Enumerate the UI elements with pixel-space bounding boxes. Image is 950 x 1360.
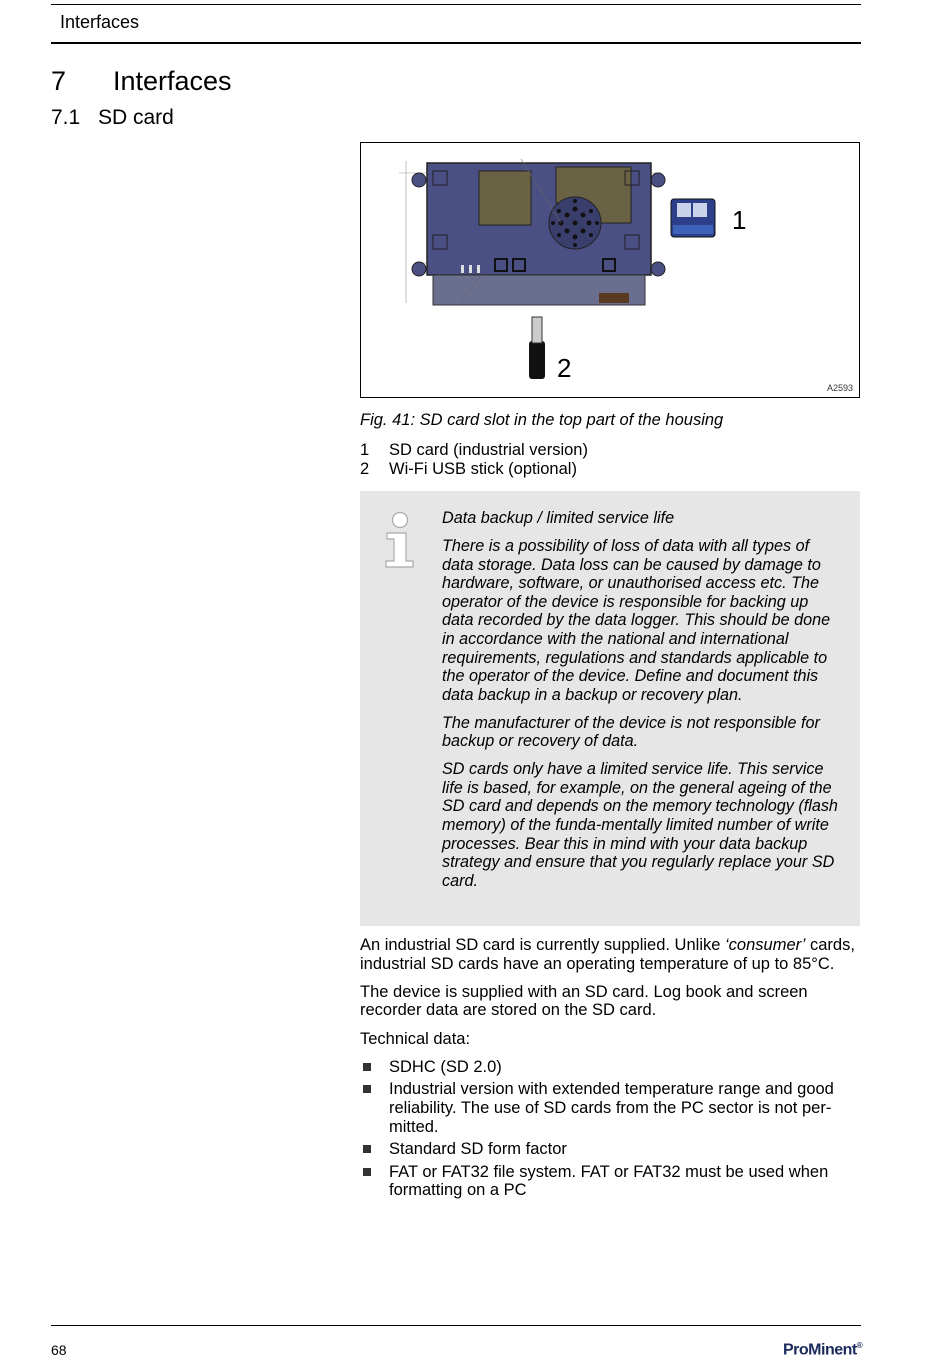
header-rule-bottom xyxy=(51,42,861,44)
note-paragraph: The manufacturer of the device is not responsible for backup or recovery of data. xyxy=(442,713,820,751)
figure-caption: Fig. 41: SD card slot in the top part of the housing xyxy=(360,411,724,429)
bullet-square-icon xyxy=(363,1085,371,1093)
note-content xyxy=(442,509,842,900)
list-item xyxy=(360,1140,860,1159)
chapter-heading xyxy=(51,66,232,97)
list-item-text: Industrial version with extended temperature range and good reliability. The use of SD cards from the PC sector is not per-mitted. xyxy=(389,1080,834,1136)
paragraph-industrial-sd xyxy=(360,936,860,973)
legend-text: SD card (industrial version) xyxy=(389,441,588,459)
emphasis-consumer: ‘consumer’ xyxy=(725,936,806,954)
list-item-text: Standard SD form factor xyxy=(389,1140,567,1159)
paragraph-text: cards, industrial SD cards have an operating temperature of up to 85°C. xyxy=(360,936,855,973)
note-paragraph: There is a possibility of loss of data with all types of data storage. Data loss can be caused by damage to hardware, software, or unauthorised access etc. The operator of the device is responsible for backing up data recorded by the data logger. This should be done in accordance with the national and international requirements, regulations and standards applicable to the operator of the device. Define and document this data backup in a backup or recovery plan. xyxy=(442,536,831,704)
legend-item xyxy=(360,441,588,460)
brand-logo xyxy=(783,1341,862,1359)
list-item-text: SDHC (SD 2.0) xyxy=(389,1057,502,1076)
legend-item xyxy=(360,460,588,479)
info-icon xyxy=(382,511,416,569)
paragraph-text: An industrial SD card is currently supplied. Unlike xyxy=(360,936,725,954)
bullet-square-icon xyxy=(363,1168,371,1176)
chapter-title: Interfaces xyxy=(113,66,232,96)
note-title: Data backup / limited service life xyxy=(442,509,675,527)
list-item xyxy=(360,1163,860,1200)
bullet-square-icon xyxy=(363,1145,371,1153)
legend-number: 2 xyxy=(360,460,370,478)
page-number: 68 xyxy=(51,1342,67,1358)
technical-data-list xyxy=(360,1058,860,1200)
legend-text: Wi-Fi USB stick (optional) xyxy=(389,460,577,478)
figure-legend xyxy=(360,441,588,479)
device-housing-drawing xyxy=(361,143,861,399)
registered-mark: ® xyxy=(856,1341,863,1350)
callout-1: 1 xyxy=(732,205,747,235)
chapter-number: 7 xyxy=(51,66,67,96)
callout-2: 2 xyxy=(557,353,572,383)
footer-rule xyxy=(51,1325,861,1326)
running-header: Interfaces xyxy=(60,12,140,32)
list-item xyxy=(360,1058,860,1077)
bullet-square-icon xyxy=(363,1063,371,1071)
list-item xyxy=(360,1080,860,1136)
paragraph-technical-data: Technical data: xyxy=(360,1029,471,1048)
list-item-text: FAT or FAT32 file system. FAT or FAT32 must be used when formatting on a PC xyxy=(389,1162,829,1200)
paragraph-supplied: The device is supplied with an SD card. Log book and screen recorder data are stored on the SD card. xyxy=(360,982,808,1020)
section-title: SD card xyxy=(98,106,174,129)
info-note-box xyxy=(360,491,860,926)
header-rule-top xyxy=(51,4,861,5)
brand-name: ProMinent xyxy=(783,1341,857,1359)
note-paragraph: SD cards only have a limited service life. This service life is based, for example, on the general ageing of the SD card and depends on the memory technology (flash memory) of the funda-mentally limited number of write processes. Bear this in mind with your data backup strategy and ensure that you regularly replace your SD card. xyxy=(442,760,838,890)
body-text xyxy=(360,936,860,1204)
figure-sd-card-slot xyxy=(360,142,860,398)
figure-code: A2593 xyxy=(826,383,853,393)
legend-number: 1 xyxy=(360,441,370,459)
section-heading xyxy=(51,106,174,130)
section-number: 7.1 xyxy=(51,106,81,129)
